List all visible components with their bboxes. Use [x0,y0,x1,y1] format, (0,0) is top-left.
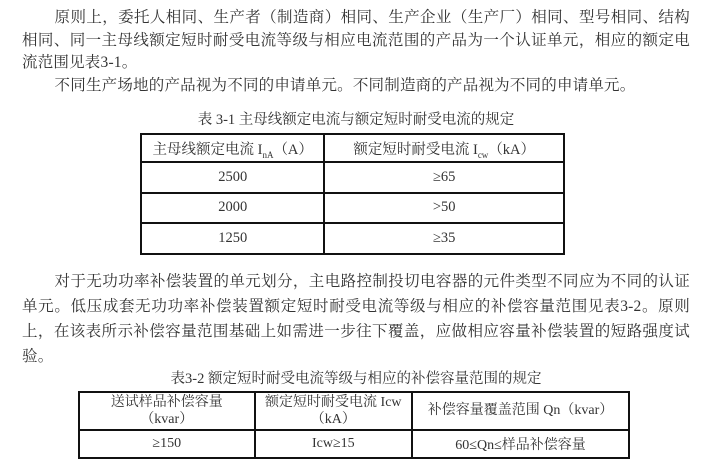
table2-header-coverage-range [412,392,629,430]
table-row [141,162,564,193]
header-line1: 补偿容量覆盖范围 Qn（kvar） [427,403,614,418]
header-line2: （kvar） [140,411,194,427]
table1-header-withstand-current [324,134,564,162]
table-compensation-capacity [78,391,630,459]
header-text: 额定短时耐受电流 I [353,141,478,158]
paragraph-compensation-rule: 对于无功功率补偿装置的单元划分，主电路控制投切电容器的元件类型不同应为不同的认证单元。低压成套无功功率补偿装置额定短时耐受电流等级与相应的补偿容量范围见表3-2。原则上，在该表所示补偿容量范围基础上如需进一步往下覆盖，应做相应容量补偿装置的短路强度试验。 [22,272,690,365]
table1-header-rated-current [141,134,324,162]
table-row [79,430,629,458]
header-line1: 额定短时耐受电流 Icw [265,394,402,410]
header-line2: （kA） [310,411,356,427]
paragraph-unit-rule: 原则上，委托人相同、生产者（制造商）相同、生产企业（生产厂）相同、型号相同、结构相同、同一主母线额定短时耐受电流等级与相应电流范围的产品为一个认证单元，相应的额定电流范围见表3-1。 [22,9,690,71]
table-cell: >50 [324,193,564,224]
table-cell: ≥65 [324,162,564,193]
header-subscript: nA [262,149,274,160]
paragraph-different-sites: 不同生产场地的产品视为不同的申请单元。不同制造商的产品视为不同的申请单元。 [54,76,636,94]
table-row [141,193,564,224]
table-cell: 2000 [141,193,324,224]
table-cell: Icw≥15 [255,430,413,458]
header-text: 主母线额定电流 I [152,141,263,158]
table1-caption: 表 3-1 主母线额定电流与额定短时耐受电流的规定 [197,112,515,128]
table-cell: 60≤Qn≤样品补偿容量 [412,430,629,458]
table-cell: 2500 [141,162,324,193]
table-header-row [141,134,564,162]
header-subscript: cw [477,149,489,160]
table-busbar-current [140,133,565,255]
table-row [141,223,564,254]
table2-header-withstand-current [255,392,413,430]
table-cell: 1250 [141,223,324,254]
table-header-row [79,392,629,430]
header-unit: （kA） [488,141,536,158]
table-cell: ≥150 [79,430,255,458]
header-unit: （A） [273,141,313,158]
table2-header-sample-capacity [79,392,255,430]
header-line1: 送试样品补偿容量 [110,394,223,410]
table2-caption: 表3-2 额定短时耐受电流等级与相应的补偿容量范围的规定 [170,370,542,387]
table-cell: ≥35 [324,223,564,254]
